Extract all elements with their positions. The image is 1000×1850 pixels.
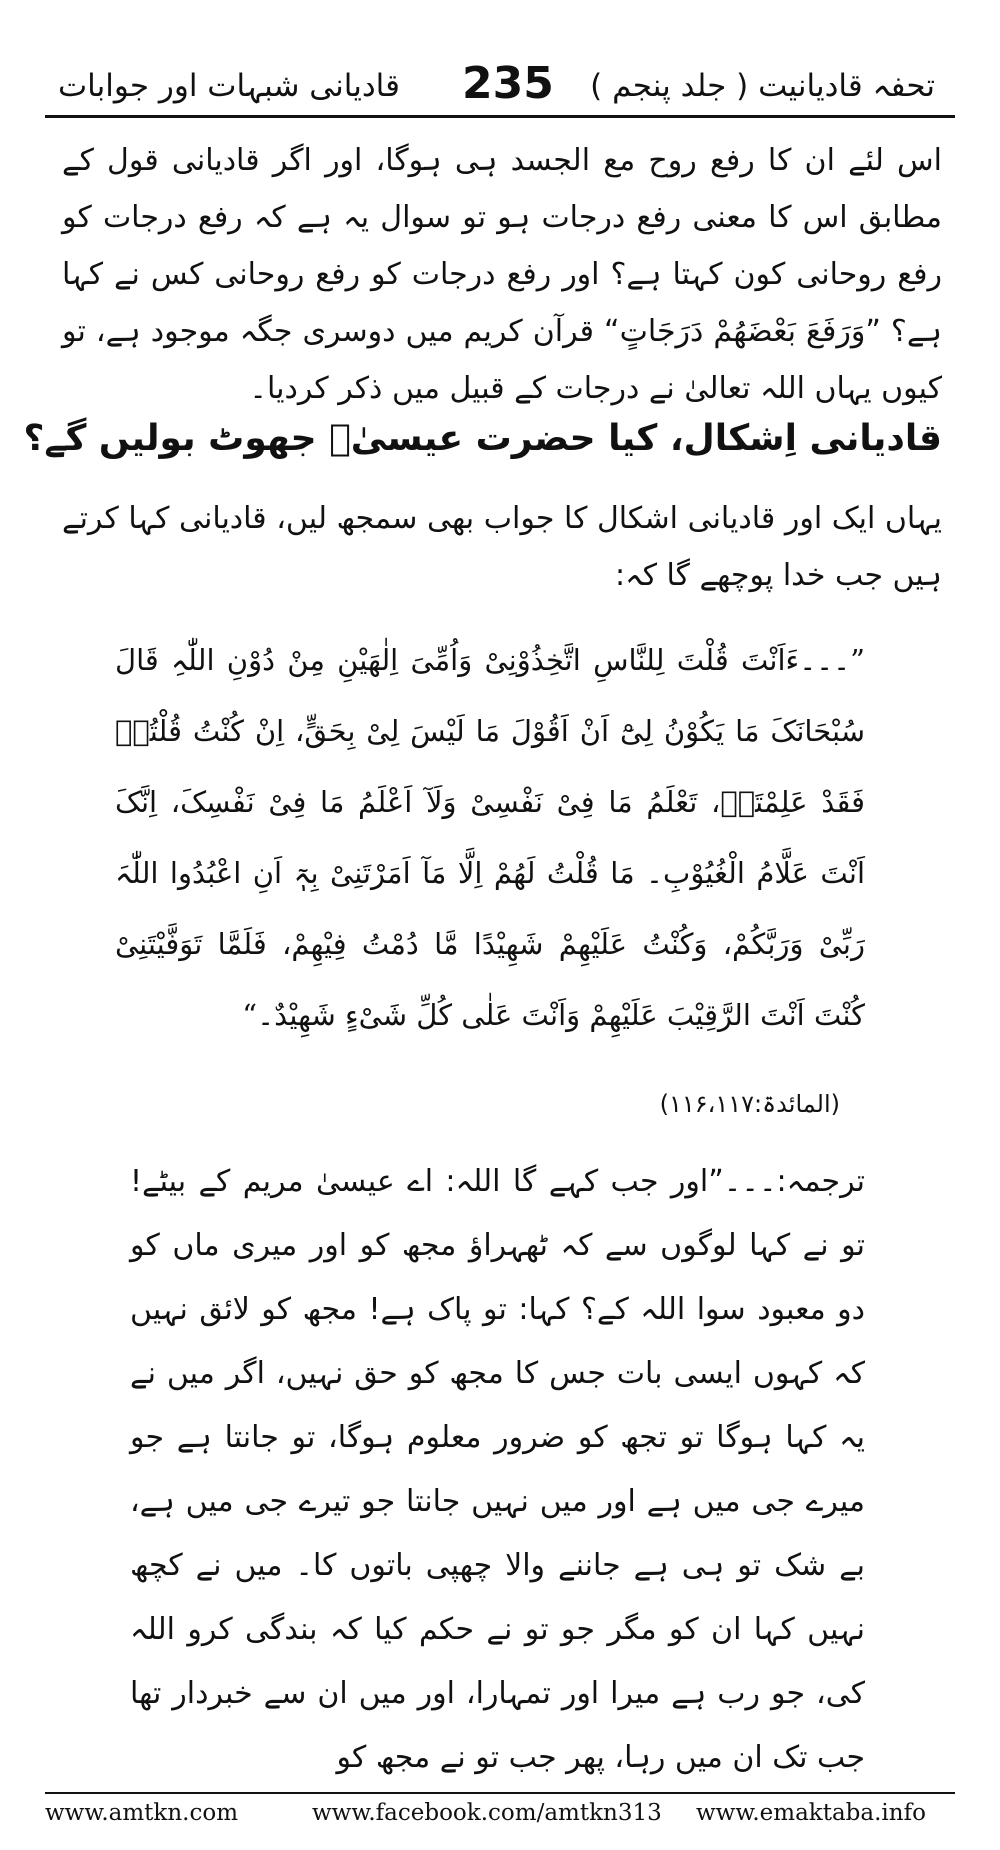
footer-link-amtkn[interactable]: www.amtkn.com [45, 1800, 239, 1826]
footer-link-emaktaba[interactable]: www.emaktaba.info [696, 1800, 926, 1826]
header-rule [45, 115, 955, 118]
running-book-title: تحفہ قادیانیت ( جلد پنجم ) [590, 68, 935, 104]
quotation-reference: (المائدۃ:۱۱۶،۱۱۷) [659, 1090, 840, 1118]
footer-rule [45, 1792, 955, 1794]
body-paragraph-2: یہاں ایک اور قادیانی اشکال کا جواب بھی سمجھ لیں، قادیانی کہا کرتے ہیں جب خدا پوچھے گا کہ: [62, 501, 942, 593]
running-section-title: قادیانی شبہات اور جوابات [58, 68, 400, 104]
footer-link-facebook[interactable]: www.facebook.com/amtkn313 [312, 1800, 662, 1826]
page-number: 235 [462, 58, 554, 109]
quran-quotation: ”۔۔۔ءَاَنْتَ قُلْتَ لِلنَّاسِ اتَّخِذُوْنِیْ وَاُمِّیَ اِلٰھَیْنِ مِنْ دُوْنِ اللّٰہِ قَالَ سُبْحَانَکَ مَا یَکُوْنُ لِیْٓ اَنْ اَقُوْلَ مَا لَیْسَ لِیْ بِحَقٍّ، اِنْ کُنْتُ قُلْتُہٗ فَقَدْ عَلِمْتَہٗ، تَعْلَمُ مَا فِیْ نَفْسِیْ وَلَآ اَعْلَمُ مَا فِیْ نَفْسِکَ، اِنَّکَ اَنْتَ عَلَّامُ الْغُیُوْبِ۔ مَا قُلْتُ لَھُمْ اِلَّا مَآ اَمَرْتَنِیْ بِہٖٓ اَنِ اعْبُدُوا اللّٰہَ رَبِّیْ وَرَبَّکُمْ، وَکُنْتُ عَلَیْھِمْ شَھِیْدًا مَّا دُمْتُ فِیْھِمْ، فَلَمَّا تَوَفَّیْتَنِیْ کُنْتَ اَنْتَ الرَّقِیْبَ عَلَیْھِمْ وَاَنْتَ عَلٰی کُلِّ شَیْءٍ شَھِیْدٌ۔“ [115, 643, 865, 1032]
translation-paragraph: ترجمہ:۔۔۔”اور جب کہے گا اللہ: اے عیسیٰ مریم کے بیٹے! تو نے کہا لوگوں سے کہ ٹھہراؤ مجھ کو اور میری ماں کو دو معبود سوا اللہ کے؟ کہا: تو پاک ہے! مجھ کو لائق نہیں کہ کہوں ایسی بات جس کا مجھ کو حق نہیں، اگر میں نے یہ کہا ہوگا تو تجھ کو ضرور معلوم ہوگا، تو جانتا ہے جو میرے جی میں ہے اور میں نہیں جانتا جو تیرے جی میں ہے، بے شک تو ہی ہے جاننے والا چھپی باتوں کا۔ میں نے کچھ نہیں کہا ان کو مگر جو تو نے حکم کیا کہ بندگی کرو اللہ کی، جو رب ہے میرا اور تمہارا، اور میں ان سے خبردار تھا جب تک ان میں رہا، پھر جب تو نے مجھ کو [130, 1164, 865, 1775]
section-heading: قادیانی اِشکال، کیا حضرت عیسیٰؑ جھوٹ بولیں گے؟ [23, 418, 942, 459]
body-paragraph-1: اس لئے ان کا رفع روح مع الجسد ہی ہوگا، اور اگر قادیانی قول کے مطابق اس کا معنی رفع درجات ہو تو سوال یہ ہے کہ رفع درجات کو رفع روحانی کون کہتا ہے؟ اور رفع درجات کو رفع روحانی کس نے کہا ہے؟ ”وَرَفَعَ بَعْضَھُمْ دَرَجَاتٍ“ قرآن کریم میں دوسری جگہ موجود ہے، تو کیوں یہاں اللہ تعالیٰ نے درجات کے قبیل میں ذکر کردیا۔ [62, 143, 942, 406]
